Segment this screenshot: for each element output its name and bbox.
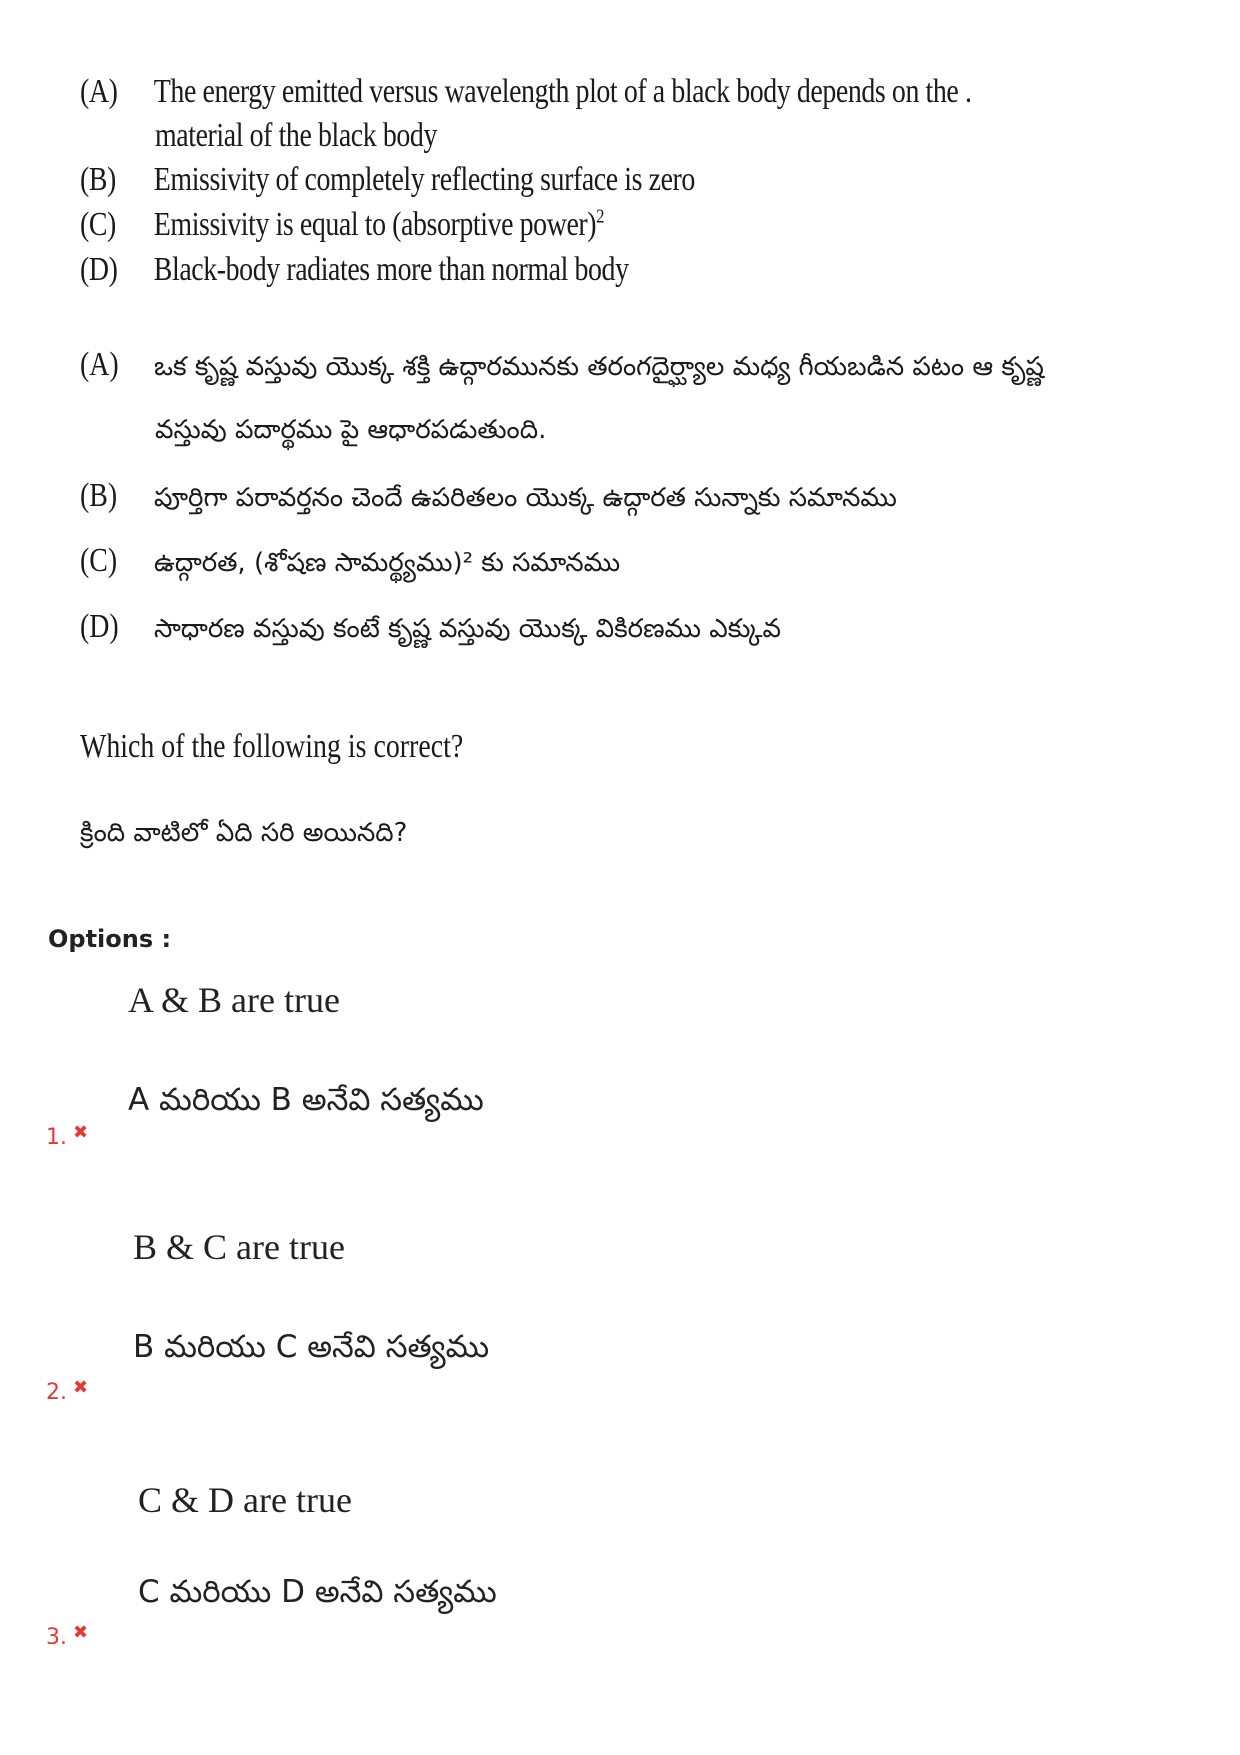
statement-text: ఉద్గారత, (శోషణ సామర్థ్యము)² కు సమానము <box>154 548 621 578</box>
question-english: Which of the following is correct? <box>80 728 464 765</box>
statement-text: The energy emitted versus wavelength plot of a black body depends on the . <box>153 73 972 110</box>
statement-label: (B) <box>80 477 118 514</box>
statement-b-telugu <box>80 476 897 518</box>
statement-a-telugu <box>80 345 1044 387</box>
statement-b-english <box>80 158 695 202</box>
statement-text: సాధారణ వస్తువు కంటే కృష్ణ వస్తువు యొక్క వికిరణము ఎక్కువ <box>154 614 782 644</box>
option-3-telugu[interactable]: C మరియు D అనేవి సత్యము <box>138 1574 497 1610</box>
option-1-telugu[interactable]: A మరియు B అనేవి సత్యము <box>128 1082 484 1118</box>
option-1-number[interactable] <box>46 1122 89 1150</box>
statement-label: (D) <box>80 251 118 288</box>
statement-label: (C) <box>80 206 116 243</box>
option-3-english[interactable]: C & D are true <box>138 1480 352 1520</box>
statement-label: (A) <box>80 73 118 110</box>
statement-a-english-cont: material of the black body <box>155 117 437 154</box>
option-2-number[interactable] <box>46 1377 89 1405</box>
statement-c-english <box>80 203 604 247</box>
option-2-english[interactable]: B & C are true <box>133 1227 345 1267</box>
statement-a-english <box>80 70 972 114</box>
statement-label: (B) <box>80 161 116 198</box>
wrong-mark-icon: ✖ <box>73 1377 89 1398</box>
option-1-english[interactable]: A & B are true <box>128 980 340 1020</box>
wrong-mark-icon: ✖ <box>73 1122 89 1143</box>
statement-a-telugu-cont: వస్తువు పదార్థము పై ఆధారపడుతుంది. <box>155 415 547 445</box>
option-number-label: 2. <box>46 1380 67 1405</box>
statement-text: Emissivity is equal to (absorptive power) <box>153 206 597 243</box>
question-telugu: క్రింది వాటిలో ఏది సరి అయినది? <box>80 818 408 848</box>
option-number-label: 3. <box>46 1625 67 1650</box>
statement-text: Emissivity of completely reflecting surface is zero <box>153 161 695 198</box>
statement-c-telugu <box>80 541 620 583</box>
superscript: 2 <box>596 205 605 228</box>
wrong-mark-icon: ✖ <box>73 1622 89 1643</box>
statement-d-telugu <box>80 607 781 649</box>
statement-label: (D) <box>80 608 119 645</box>
option-3-number[interactable] <box>46 1622 89 1650</box>
option-number-label: 1. <box>46 1125 67 1150</box>
statement-text: ఒక కృష్ణ వస్తువు యొక్క శక్తి ఉద్గారమునకు తరంగదైర్ఘ్యాల మధ్య గీయబడిన పటం ఆ కృష్ణ <box>154 352 1044 382</box>
statement-label: (C) <box>80 542 118 579</box>
statement-d-english <box>80 248 629 292</box>
option-2-telugu[interactable]: B మరియు C అనేవి సత్యము <box>133 1329 490 1365</box>
options-heading: Options : <box>48 925 172 953</box>
statement-label: (A) <box>80 346 119 383</box>
statement-text: Black-body radiates more than normal body <box>153 251 629 288</box>
statement-text: పూర్తిగా పరావర్తనం చెందే ఉపరితలం యొక్క ఉద్గారత సున్నాకు సమానము <box>154 483 897 513</box>
